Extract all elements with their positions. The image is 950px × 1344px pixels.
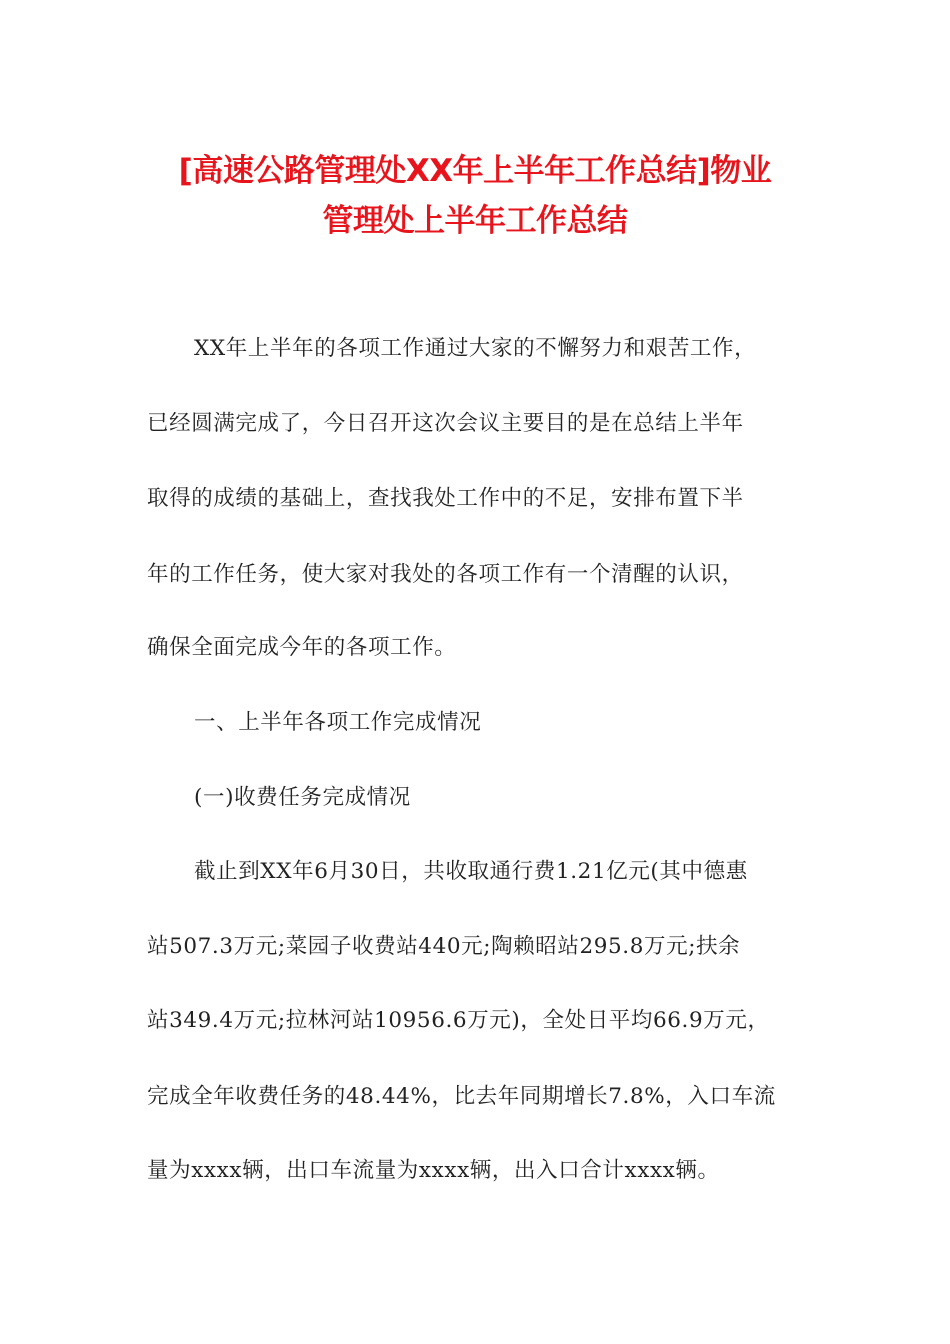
body-line-5: 确保全面完成今年的各项工作。 <box>147 635 457 660</box>
body-line-1: XX年上半年的各项工作通过大家的不懈努力和艰苦工作， <box>194 336 757 361</box>
section-heading-1: 一、上半年各项工作完成情况 <box>194 710 482 735</box>
body-line-6: 截止到XX年6月30日，共收取通行费1.21亿元(其中德惠 <box>194 859 748 884</box>
body-line-9: 完成全年收费任务的48.44%，比去年同期增长7.8%，入口车流 <box>147 1084 776 1109</box>
title-line-1: [高速公路管理处XX年上半年工作总结]物业 <box>178 153 772 189</box>
body-line-10: 量为xxxx辆，出口车流量为xxxx辆，出入口合计xxxx辆。 <box>147 1158 720 1183</box>
subsection-heading-1: (一)收费任务完成情况 <box>194 785 411 810</box>
body-line-7: 站507.3万元;菜园子收费站440元;陶赖昭站295.8万元;扶余 <box>147 934 741 959</box>
body-line-3: 取得的成绩的基础上，查找我处工作中的不足，安排布置下半 <box>147 486 744 511</box>
body-line-2: 已经圆满完成了，今日召开这次会议主要目的是在总结上半年 <box>147 411 744 436</box>
title-line-2: 管理处上半年工作总结 <box>322 203 628 239</box>
body-line-8: 站349.4万元;拉林河站10956.6万元)，全处日平均66.9万元， <box>147 1008 770 1033</box>
body-line-4: 年的工作任务，使大家对我处的各项工作有一个清醒的认识， <box>147 562 744 587</box>
document-title <box>100 146 850 246</box>
